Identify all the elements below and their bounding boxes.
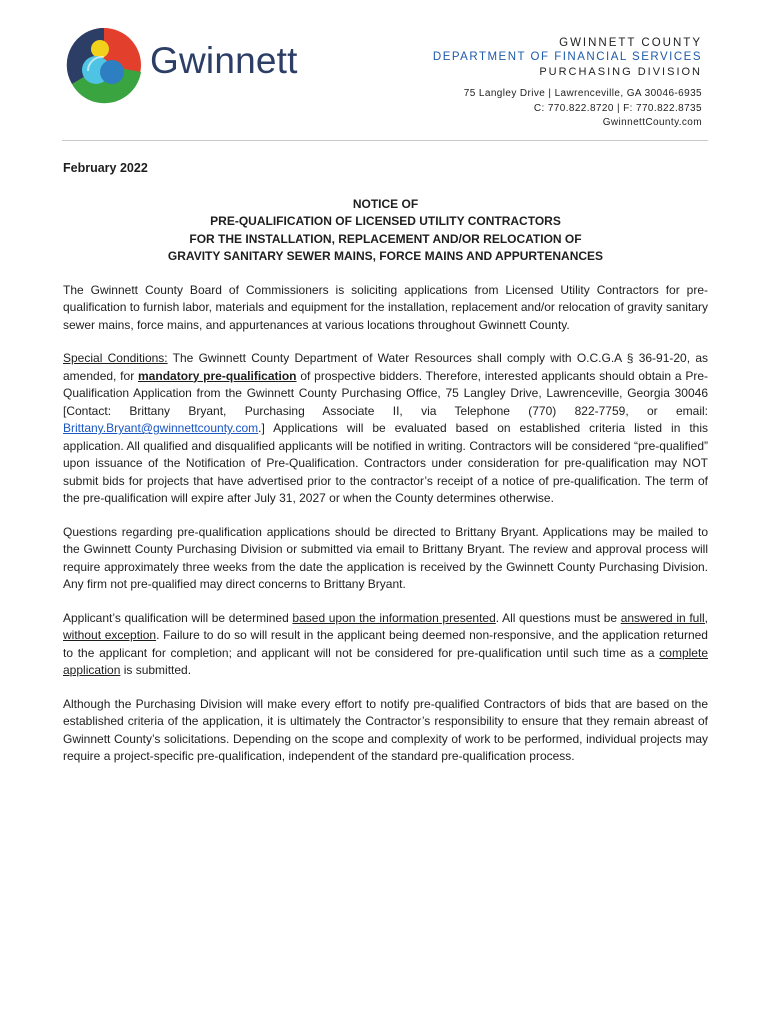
address: 75 Langley Drive | Lawrenceville, GA 30046-6935 <box>463 88 702 99</box>
underlined-text: complete application <box>63 645 708 677</box>
phone-fax: C: 770.822.8720 | F: 770.822.8735 <box>533 102 702 114</box>
paragraph-qualification <box>63 610 708 680</box>
dept-name: DEPARTMENT OF FINANCIAL SERVICES <box>432 51 702 63</box>
letter-body <box>63 160 708 782</box>
mandatory-prequalification: mandatory pre-qualification <box>138 368 297 383</box>
notice-title <box>63 196 708 266</box>
title-line: FOR THE INSTALLATION, REPLACEMENT AND/OR RELOCATION OF <box>189 231 582 246</box>
underlined-text: answered in full, without exception <box>63 610 709 642</box>
text-span: The Gwinnett County Department of Water Resources shall comply with O.C.G.A § 36-91-20, as amended, for <box>63 351 708 383</box>
title-line: NOTICE OF <box>352 196 419 211</box>
underlined-text: based upon the information presented <box>292 610 496 625</box>
contact-block <box>464 87 702 131</box>
brand-name: Gwinnett <box>150 40 298 81</box>
email-link[interactable]: Brittany.Bryant@gwinnettcounty.com <box>63 421 259 435</box>
dept-division: PURCHASING DIVISION <box>539 66 702 78</box>
title-line: PRE-QUALIFICATION OF LICENSED UTILITY CONTRACTORS <box>210 214 561 228</box>
letter-date: February 2022 <box>63 161 148 175</box>
dept-county: GWINNETT COUNTY <box>559 37 702 49</box>
paragraph-questions: Questions regarding pre-qualification applications should be directed to Brittany Bryant. Applications may be mailed to the Gwinnett County Purchasing Division or submitted via email to Brittany Bryant. The review and approval process will require approximately three weeks from the date the application is received by the Gwinnett County Purchasing Division. Any firm not pre-qualified may direct concerns to Brittany Bryant. <box>63 524 708 591</box>
special-conditions-label: Special Conditions: <box>63 351 168 365</box>
text-span: .] Applications will be evaluated based on established criteria listed in this application. All qualified and disqualified applicants will be notified in writing. Contractors will be considered “pre-qualified” upon issuance of the Notification of Pre-Qualification. Contractors under consideration for pre-qualification may NOT submit bids for projects that have advertised prior to the contractor’s receipt of a notice of pre-qualification. The term of the pre-qualification will expire after July 31, 2027 or when the County determines otherwise. <box>63 421 708 505</box>
text-span: Applicant’s qualification will be determined <box>63 610 293 625</box>
gwinnett-logo-icon <box>66 26 142 104</box>
paragraph-special-conditions <box>63 350 708 508</box>
paragraph-intro: The Gwinnett County Board of Commissioners is soliciting applications from Licensed Utility Contractors for pre-qualification to furnish labor, materials and equipment for the installation, replacement and/or relocation of gravity sanitary sewer mains, force mains, and appurtenances at various locations throughout Gwinnett County. <box>63 282 708 332</box>
website: GwinnettCounty.com <box>602 117 702 128</box>
text-span: . All questions must be <box>495 610 621 625</box>
header-divider <box>62 140 708 141</box>
text-span: . Failure to do so will result in the applicant being deemed non-responsive, and the application returned to the applicant for completion; and applicant will not be considered for pre-qualification until such time as a <box>63 628 708 660</box>
title-line: GRAVITY SANITARY SEWER MAINS, FORCE MAINS AND APPURTENANCES <box>167 249 604 263</box>
paragraph-responsibility: Although the Purchasing Division will make every effort to notify pre-qualified Contractors of bids that are based on the established criteria of the application, it is ultimately the Contractor’s responsibility to ensure that they remain abreast of Gwinnett County’s solicitations. Depending on the scope and complexity of work to be performed, individual projects may require a project-specific pre-qualification, independent of the standard pre-qualification process. <box>63 696 708 763</box>
department-block <box>433 36 702 80</box>
text-span: is submitted. <box>120 663 192 677</box>
text-span: of prospective bidders. Therefore, interested applicants should obtain a Pre-Qualification Application from the Gwinnett County Purchasing Office, 75 Langley Drive, Lawrenceville, Georgia 30046 [Contact: Brittany Bryant, Purchasing Associate II, via Telephone (770) 822-7759, or email: <box>63 368 709 418</box>
